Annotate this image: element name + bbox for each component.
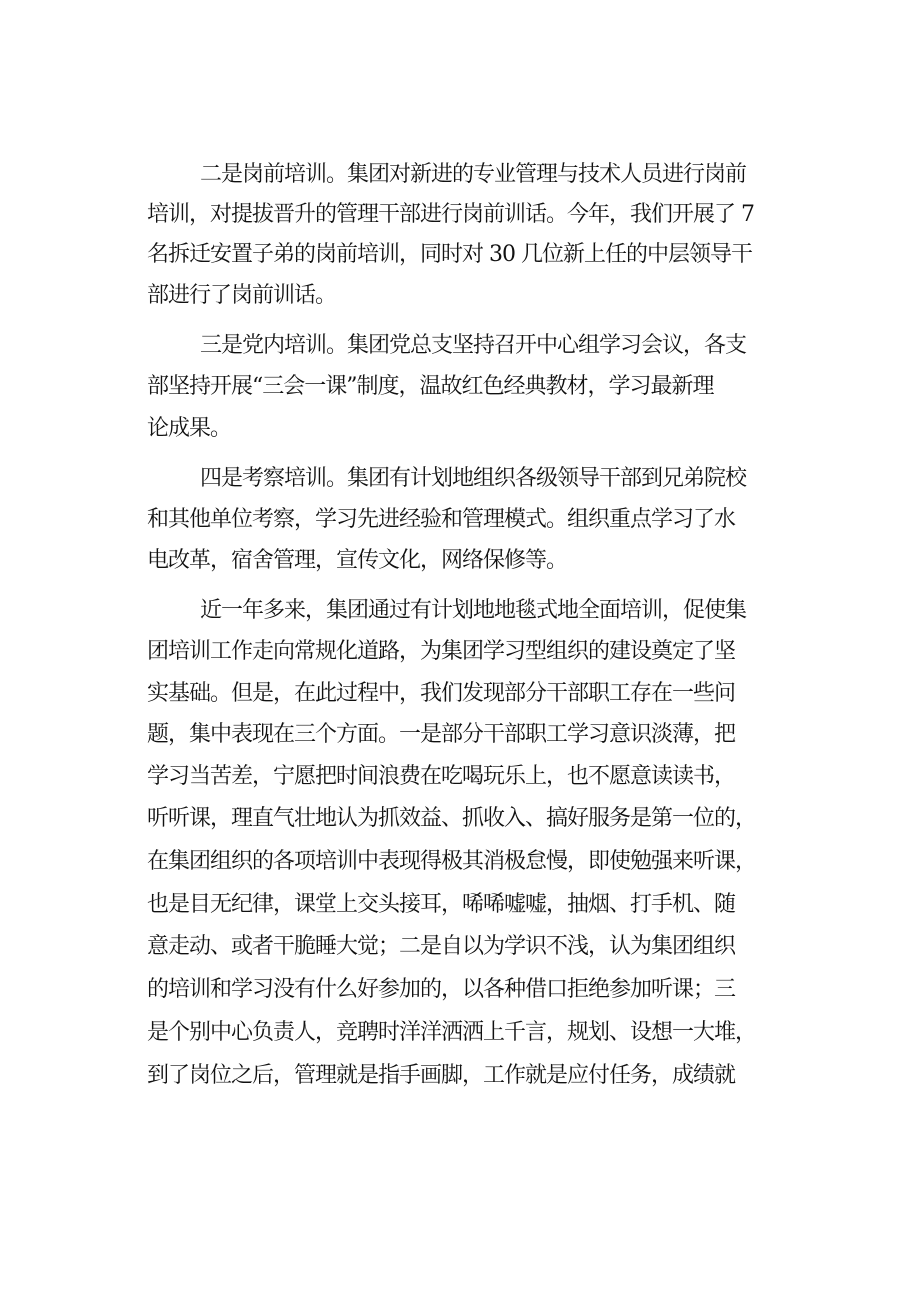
text-line: 部进行了岗前训话。 [147,283,337,308]
text-line: 四是考察培训。集团有计划地组织各级领导干部到兄弟院校 [200,466,747,491]
text-line: 听听课，理直气壮地认为抓效益、抓收入、搞好服务是第一位的， [147,806,757,831]
text-line: 实基础。但是，在此过程中，我们发现部分干部职工存在一些问 [147,681,736,706]
text-line: 到了岗位之后，管理就是指手画脚，工作就是应付任务，成绩就 [147,1063,736,1088]
text-line: 培训，对提拔晋升的管理干部进行岗前训话。今年，我们开展了 7 [147,202,754,227]
text-line: 团培训工作走向常规化道路，为集团学习型组织的建设奠定了坚 [147,639,736,664]
text-line: 三是党内培训。集团党总支坚持召开中心组学习会议，各支 [200,333,747,358]
text-line: 学习当苦差，宁愿把时间浪费在吃喝玩乐上，也不愿意读读书， [147,764,736,789]
text-line: 论成果。 [147,416,232,441]
text-line: 名拆迁安置子弟的岗前培训，同时对 30 几位新上任的中层领导干 [147,242,752,267]
text-line: 部坚持开展“三会一课”制度，温故红色经典教材，学习最新理 [147,374,714,399]
text-line: 二是岗前培训。集团对新进的专业管理与技术人员进行岗前 [200,162,747,187]
text-line: 近一年多来，集团通过有计划地地毯式地全面培训，促使集 [200,598,747,623]
text-line: 题，集中表现在三个方面。一是部分干部职工学习意识淡薄，把 [147,722,736,747]
text-line: 在集团组织的各项培训中表现得极其消极怠慢，即使勉强来听课， [147,849,757,874]
text-line: 也是目无纪律，课堂上交头接耳，唏唏嘘嘘，抽烟、打手机、随 [147,892,736,917]
text-line: 和其他单位考察，学习先进经验和管理模式。组织重点学习了水 [147,507,736,532]
text-line: 是个别中心负责人，竞聘时洋洋洒洒上千言，规划、设想一大堆， [147,1020,757,1045]
text-line: 意走动、或者干脆睡大觉；二是自以为学识不浅，认为集团组织 [147,934,736,959]
text-line: 电改革，宿舍管理，宣传文化，网络保修等。 [147,548,568,573]
text-line: 的培训和学习没有什么好参加的，以各种借口拒绝参加听课；三 [147,977,736,1002]
